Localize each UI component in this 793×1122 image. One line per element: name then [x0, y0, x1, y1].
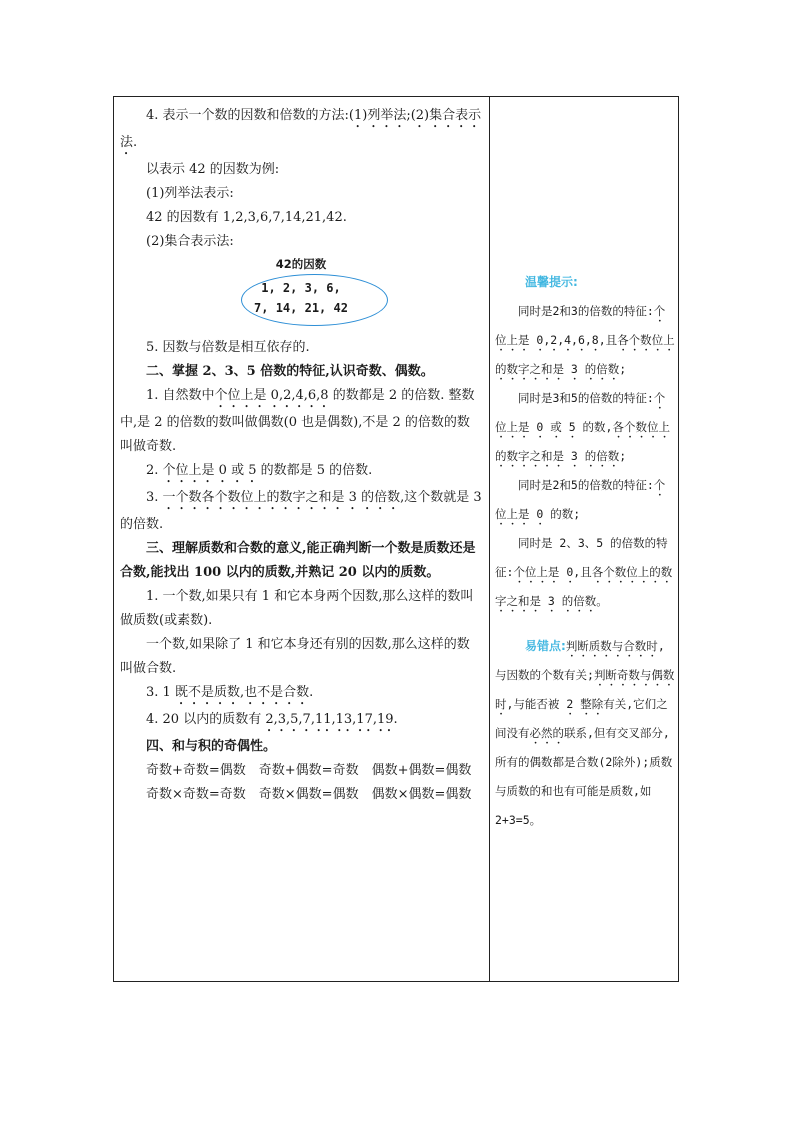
tip-2-3-and-5: 同时是 2、3、5 的倍数的特征:个位上是 0,且各个数位上的数字之和是 3 的倍数。	[495, 536, 673, 608]
product-parity-rules: 奇数×奇数=奇数 奇数×偶数=偶数 偶数×偶数=偶数	[146, 787, 472, 802]
section-2-heading: 二、掌握 2、3、5 倍数的特征,认识奇数、偶数。	[146, 364, 434, 379]
tip-3-and-5: 同时是3和5的倍数的特征:个位上是 0 或 5 的数,各个数位上的数字之和是 3 的倍数;	[495, 391, 670, 463]
set-line-2: 7, 14, 21, 42	[254, 301, 348, 315]
composite-definition: 一个数,如果除了 1 和它本身还有别的因数,那么这样的数叫做合数.	[120, 637, 470, 676]
common-mistake-label: 易错点:	[525, 639, 566, 653]
tip-2-and-5: 同时是2和5的倍数的特征:个位上是 0 的数;	[495, 478, 666, 521]
multiple-of-3-rule: 3. 一个数各个数位上的数字之和是 3 的倍数,这个数就是 3 的倍数.	[120, 490, 482, 532]
main-column	[120, 104, 482, 807]
common-mistake: 易错点:判断质数与合数时,与因数的个数有关;判断奇数与偶数时,与能否被 2 整除有关,它们之间没有必然的联系,但有交叉部分,所有的偶数都是合数(2除外);质数与质数的和也有可能是质数,如2+3=5。	[495, 639, 675, 827]
prime-definition: 1. 一个数,如果只有 1 和它本身两个因数,那么这样的数叫做质数(或素数).	[120, 589, 474, 628]
multiple-of-5-rule: 2. 个位上是 0 或 5 的数都是 5 的倍数.	[146, 463, 373, 478]
factor-list: 42 的因数有 1,2,3,6,7,14,21,42.	[146, 210, 347, 225]
point-4: 4. 表示一个数的因数和倍数的方法:(1)列举法;(2)集合表示法.	[120, 108, 482, 150]
section-4-heading: 四、和与积的奇偶性。	[146, 739, 277, 754]
one-note: 3. 1 既不是质数,也不是合数.	[146, 685, 314, 700]
primes-under-20: 4. 20 以内的质数有 2,3,5,7,11,13,17,19.	[146, 712, 398, 727]
set-diagram-title: 42的因数	[275, 257, 327, 271]
example-intro: 以表示 42 的因数为例:	[146, 162, 280, 177]
tip-2-and-3: 同时是2和3的倍数的特征:个位上是 0,2,4,6,8,且各个数位上的数字之和是 3 的倍数;	[495, 304, 675, 376]
side-notes-column	[495, 268, 675, 835]
set-line-1: 1, 2, 3, 6,	[261, 281, 341, 295]
sum-parity-rules: 奇数+奇数=偶数 奇数+偶数=奇数 偶数+偶数=偶数	[146, 763, 472, 778]
tip-title: 温馨提示:	[525, 275, 578, 289]
method-1-label: (1)列举法表示:	[146, 186, 234, 201]
set-diagram	[120, 256, 482, 332]
column-divider	[489, 96, 490, 982]
section-3-heading: 三、理解质数和合数的意义,能正确判断一个数是质数还是合数,能找出 100 以内的质数,并熟记 20 以内的质数。	[120, 541, 476, 580]
point-5: 5. 因数与倍数是相互依存的.	[146, 340, 310, 355]
even-odd-definition: 1. 自然数中个位上是 0,2,4,6,8 的数都是 2 的倍数. 整数中,是 2 的倍数的数叫做偶数(0 也是偶数),不是 2 的倍数的数叫做奇数.	[120, 388, 475, 454]
method-2-label: (2)集合表示法:	[146, 234, 234, 249]
